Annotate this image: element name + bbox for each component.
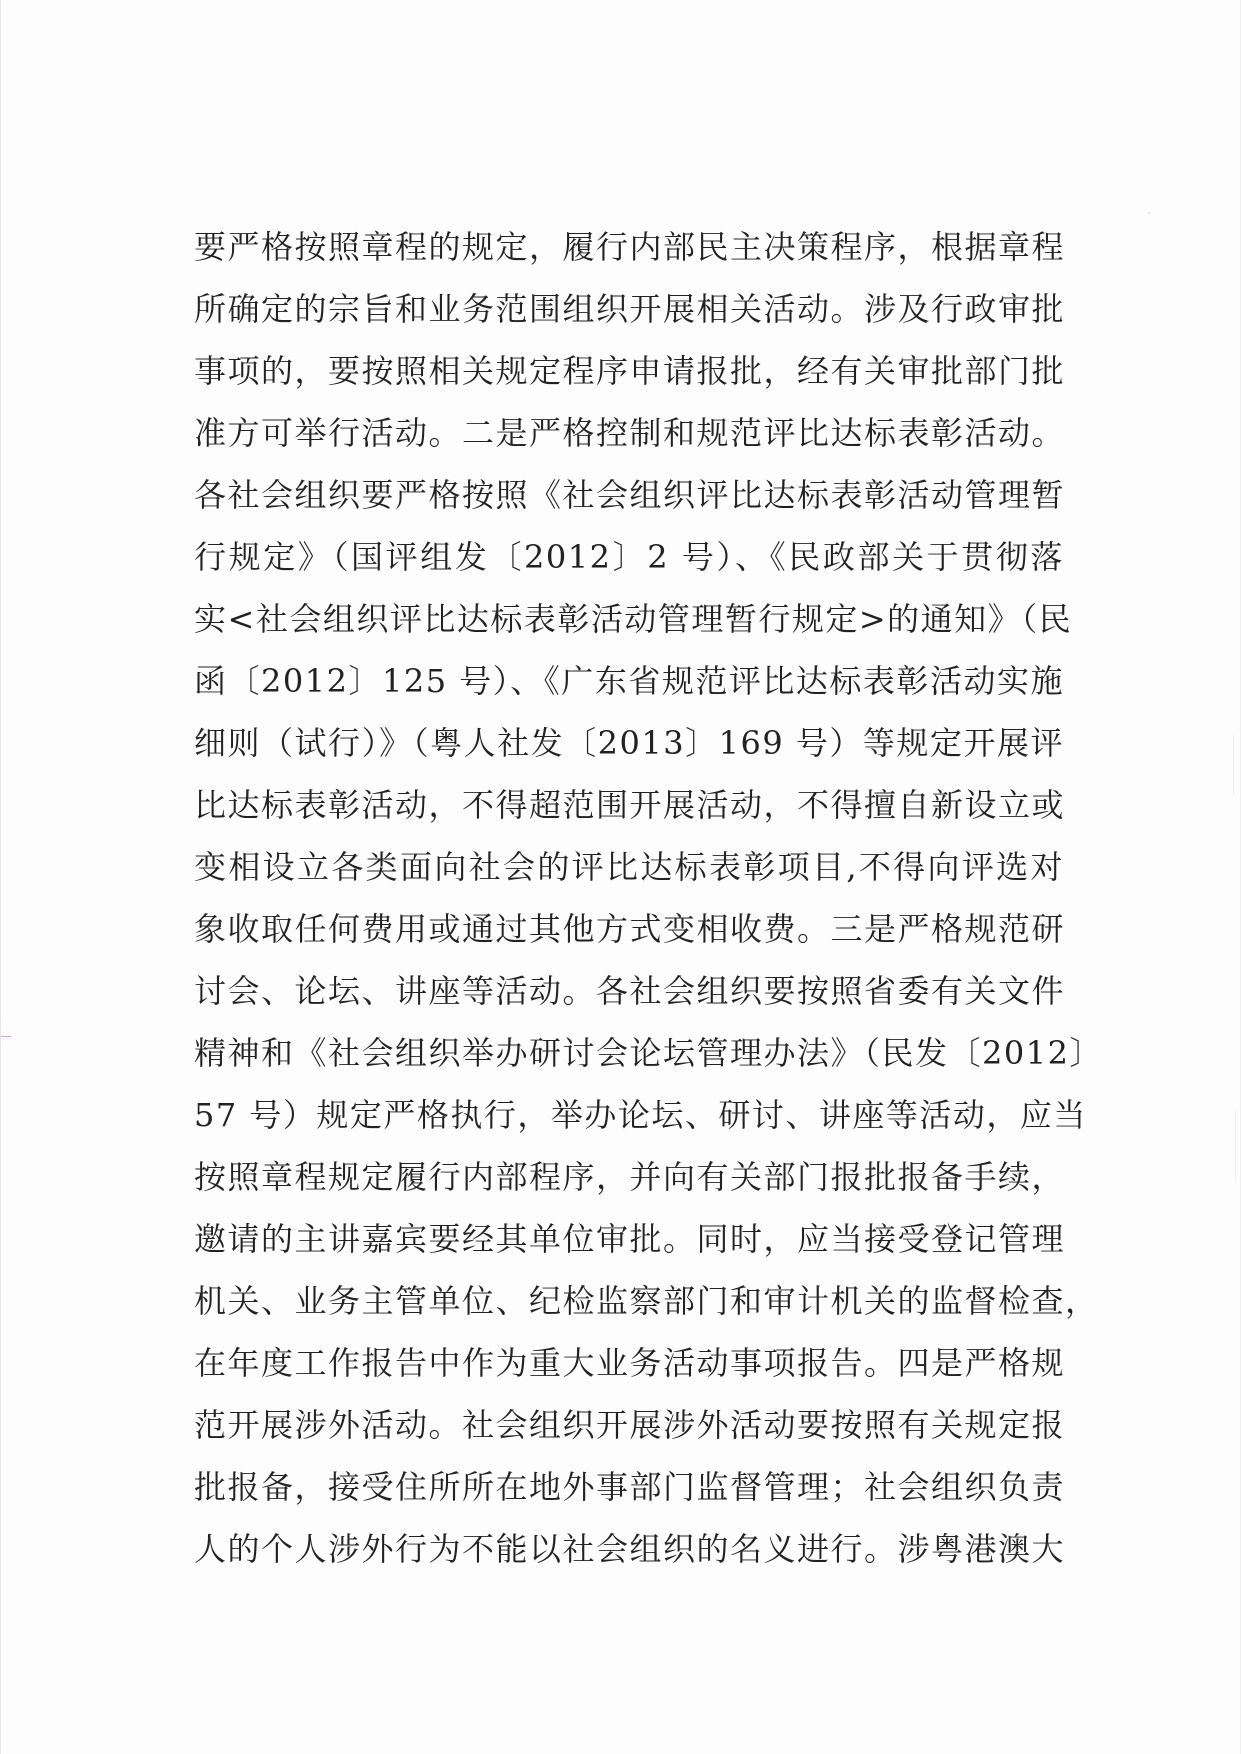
text-line: 批报备，接受住所所在地外事部门监督管理；社会组织负责	[194, 1468, 1066, 1506]
text-line: 在年度工作报告中作为重大业务活动事项报告。四是严格规	[194, 1344, 1066, 1382]
text-line: 事项的，要按照相关规定程序申请报批，经有关审批部门批	[194, 352, 1066, 390]
scan-edge-shadow	[1235, 1110, 1236, 1180]
text-line: 变相设立各类面向社会的评比达标表彰项目,不得向评选对	[194, 848, 1064, 886]
scan-speck	[1148, 212, 1150, 214]
body-paragraph	[194, 216, 1103, 1580]
text-line: 人的个人涉外行为不能以社会组织的名义进行。涉粤港澳大	[194, 1530, 1066, 1568]
binding-mark	[1, 1036, 11, 1037]
text-line: 讨会、论坛、讲座等活动。各社会组织要按照省委有关文件	[194, 972, 1066, 1010]
text-line: 精神和《社会组织举办研讨会论坛管理办法》（民发〔2012〕	[194, 1034, 1103, 1072]
text-line: 各社会组织要严格按照《社会组织评比达标表彰活动管理暂	[194, 476, 1066, 514]
text-line: 实<社会组织评比达标表彰活动管理暂行规定>的通知》（民	[194, 600, 1073, 638]
scan-edge-shadow	[1233, 735, 1234, 795]
text-line: 准方可举行活动。二是严格控制和规范评比达标表彰活动。	[194, 414, 1066, 452]
text-line: 57 号）规定严格执行，举办论坛、研讨、讲座等活动，应当	[194, 1096, 1087, 1134]
text-line: 范开展涉外活动。社会组织开展涉外活动要按照有关规定报	[194, 1406, 1066, 1444]
text-line: 象收取任何费用或通过其他方式变相收费。三是严格规范研	[194, 910, 1066, 948]
text-line: 行规定》（国评组发〔2012〕2 号）、《民政部关于贯彻落	[194, 538, 1064, 576]
text-line: 机关、业务主管单位、纪检监察部门和审计机关的监督检查，	[194, 1282, 1099, 1320]
text-line: 细则（试行）》（粤人社发〔2013〕169 号）等规定开展评	[194, 724, 1064, 762]
text-line: 按照章程规定履行内部程序，并向有关部门报批报备手续，	[194, 1158, 1066, 1196]
text-line: 所确定的宗旨和业务范围组织开展相关活动。涉及行政审批	[194, 290, 1066, 328]
text-line: 邀请的主讲嘉宾要经其单位审批。同时，应当接受登记管理	[194, 1220, 1066, 1258]
text-line: 比达标表彰活动，不得超范围开展活动，不得擅自新设立或	[194, 786, 1066, 824]
text-line: 要严格按照章程的规定，履行内部民主决策程序，根据章程	[194, 228, 1066, 266]
text-line: 函〔2012〕125 号）、《广东省规范评比达标表彰活动实施	[194, 662, 1064, 700]
